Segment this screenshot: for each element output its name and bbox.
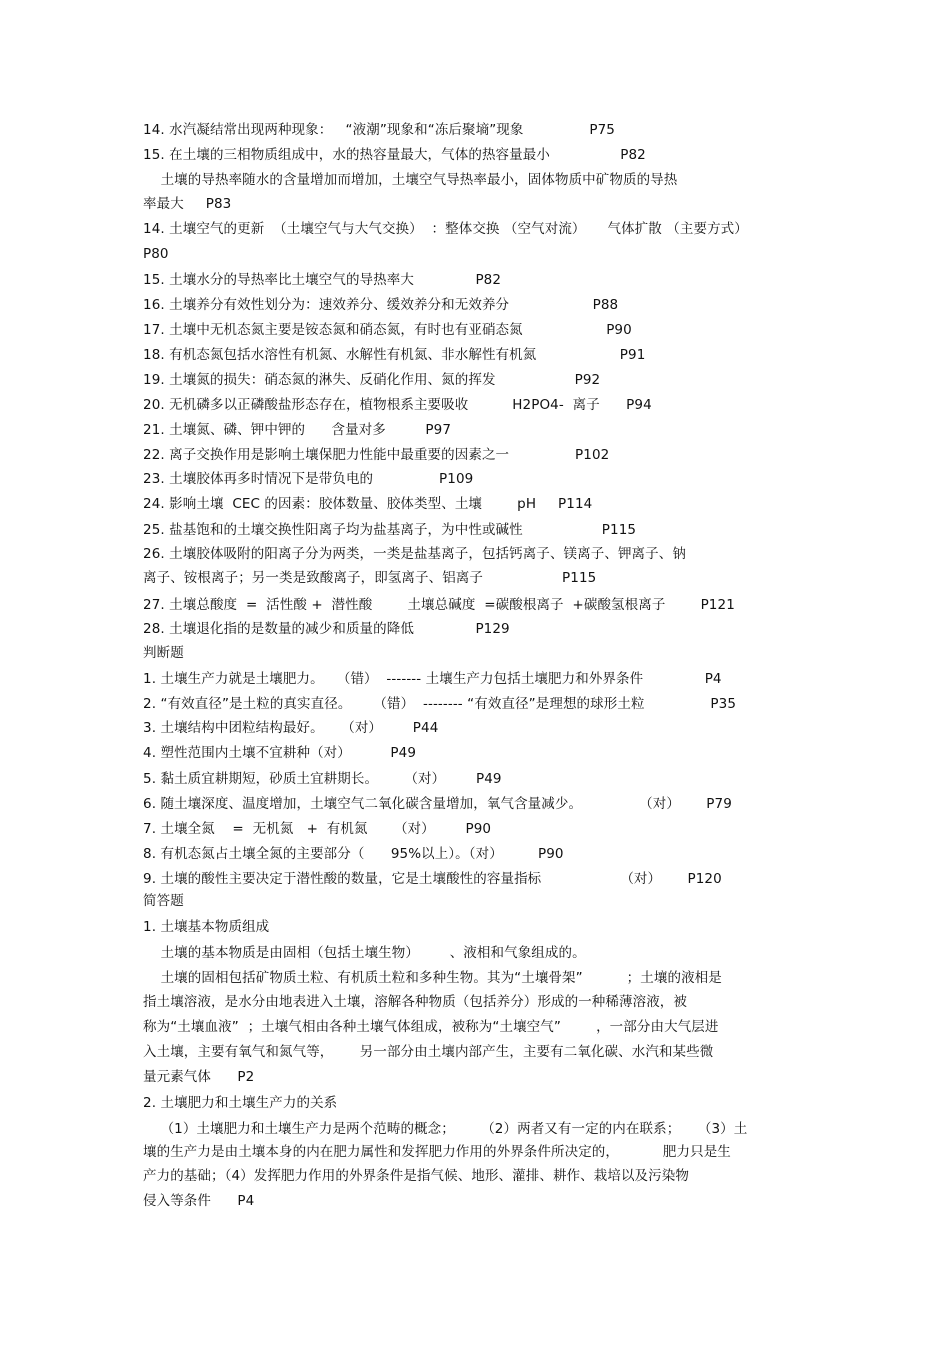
text-line: 2. 土壤肥力和土壤生产力的关系: [143, 1095, 338, 1111]
text-line: 土壤的导热率随水的含量增加而增加，土壤空气导热率最小，固体物质中矿物质的导热: [143, 172, 678, 188]
text-line: 26. 土壤胶体吸附的阳离子分为两类，一类是盐基离子，包括钙离子、镁离子、钾离子、钠: [143, 546, 686, 562]
section-heading: 判断题: [143, 645, 184, 661]
text-line: 2. “有效直径”是土粒的真实直径。 （错） -------- “有效直径”是理想的球形土粒 P35: [143, 696, 737, 712]
text-line: 1. 土壤生产力就是土壤肥力。 （错） ------- 土壤生产力包括土壤肥力和外界条件 P4: [143, 671, 722, 687]
text-line: 7. 土壤全氮 = 无机氮 + 有机氮 （对） P90: [143, 821, 492, 837]
text-line: 侵入等条件 P4: [143, 1193, 255, 1209]
text-line: P80: [143, 246, 169, 262]
text-line: 率最大 P83: [143, 196, 232, 212]
text-line: 15. 在土壤的三相物质组成中，水的热容量最大，气体的热容量最小 P82: [143, 147, 646, 163]
text-line: 14. 土壤空气的更新 （土壤空气与大气交换） ：整体交换 （空气对流） 气体扩散 （主要方式）: [143, 221, 748, 237]
text-line: 14. 水汽凝结常出现两种现象： “液潮”现象和“冻后聚墒”现象 P75: [143, 122, 615, 138]
text-line: 指土壤溶液，是水分由地表进入土壤，溶解各种物质（包括养分）形成的一种稀薄溶液，被: [143, 994, 687, 1010]
text-line: 27. 土壤总酸度 = 活性酸 + 潜性酸 土壤总碱度 =碳酸根离子 +碳酸氢根离子 P121: [143, 597, 735, 613]
text-line: 土壤的基本物质是由固相（包括土壤生物） 、液相和气象组成的。: [143, 945, 586, 961]
text-line: 17. 土壤中无机态氮主要是铵态氮和硝态氮，有时也有亚硝态氮 P90: [143, 322, 632, 338]
text-line: 15. 土壤水分的导热率比土壤空气的导热率大 P82: [143, 272, 502, 288]
text-line: 24. 影响土壤 CEC 的因素：胶体数量、胶体类型、土壤 pH P114: [143, 496, 593, 512]
text-line: 6. 随土壤深度、温度增加，土壤空气二氧化碳含量增加，氧气含量减少。 （对） P79: [143, 796, 732, 812]
text-line: 18. 有机态氮包括水溶性有机氮、水解性有机氮、非水解性有机氮 P91: [143, 347, 646, 363]
text-line: 19. 土壤氮的损失：硝态氮的淋失、反硝化作用、氮的挥发 P92: [143, 372, 601, 388]
text-line: 入土壤，主要有氧气和氮气等， 另一部分由土壤内部产生，主要有二氧化碳、水汽和某些微: [143, 1044, 714, 1060]
text-line: 壤的生产力是由土壤本身的内在肥力属性和发挥肥力作用的外界条件所决定的， 肥力只是生: [143, 1144, 731, 1160]
text-line: 22. 离子交换作用是影响土壤保肥力性能中最重要的因素之一 P102: [143, 447, 610, 463]
text-line: 16. 土壤养分有效性划分为：速效养分、缓效养分和无效养分 P88: [143, 297, 619, 313]
text-line: 称为“土壤血液” ；土壤气相由各种土壤气体组成，被称为“土壤空气” ，一部分由大气层进: [143, 1019, 719, 1035]
text-line: 8. 有机态氮占土壤全氮的主要部分（ 95%以上）。（对） P90: [143, 846, 564, 862]
text-line: 25. 盐基饱和的土壤交换性阳离子均为盐基离子，为中性或碱性 P115: [143, 522, 637, 538]
text-line: 21. 土壤氮、磷、钾中钾的 含量对多 P97: [143, 422, 452, 438]
text-line: 量元素气体 P2: [143, 1069, 255, 1085]
section-heading: 简答题: [143, 893, 184, 909]
text-line: 28. 土壤退化指的是数量的减少和质量的降低 P129: [143, 621, 510, 637]
text-line: 1. 土壤基本物质组成: [143, 919, 270, 935]
text-line: 土壤的固相包括矿物质土粒、有机质土粒和多种生物。其为“土壤骨架” ；土壤的液相是: [143, 970, 722, 986]
text-line: 9. 土壤的酸性主要决定于潜性酸的数量，它是土壤酸性的容量指标 （对） P120: [143, 871, 722, 887]
text-line: 5. 黏土质宜耕期短，砂质土宜耕期长。 （对） P49: [143, 771, 502, 787]
text-line: 3. 土壤结构中团粒结构最好。 （对） P44: [143, 720, 439, 736]
text-line: 20. 无机磷多以正磷酸盐形态存在，植物根系主要吸收 H2PO4- 离子 P94: [143, 397, 652, 413]
text-line: 4. 塑性范围内土壤不宜耕种（对） P49: [143, 745, 417, 761]
text-line: （1）土壤肥力和土壤生产力是两个范畴的概念； （2）两者又有一定的内在联系； （3）土: [143, 1121, 748, 1137]
text-line: 离子、铵根离子；另一类是致酸离子，即氢离子、铝离子 P115: [143, 570, 597, 586]
text-line: 23. 土壤胶体再多时情况下是带负电的 P109: [143, 471, 474, 487]
text-line: 产力的基础；（4）发挥肥力作用的外界条件是指气候、地形、灌排、耕作、栽培以及污染物: [143, 1168, 689, 1184]
